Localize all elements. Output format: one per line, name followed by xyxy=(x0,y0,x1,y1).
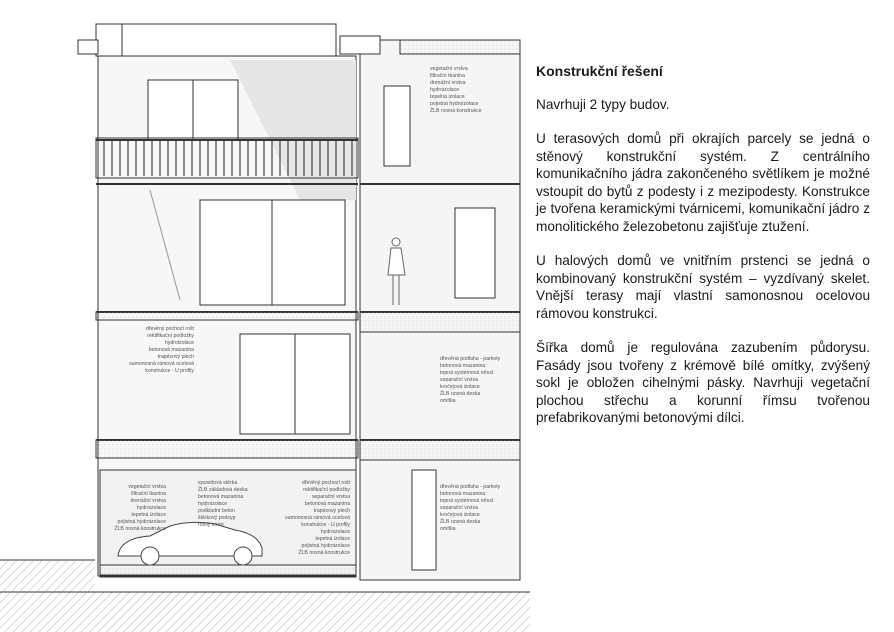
roof-stack-1: filtrační tkanina xyxy=(430,73,465,79)
garage-roof-0: vegetační vrstva xyxy=(128,484,166,490)
garage-terrace-6: konstrukce - U profily xyxy=(301,522,350,528)
paragraph-facades: Šířka domů je regulována zazubením půdorysu. Fasády jsou tvořeny z krémově bílé omítky, zvýšený sokl je obložen cihelnými pásky. Navrhuji vegetační plochou střechu a korunní římsu tvořenou prefabrikovanými betonovými dílci. xyxy=(536,340,870,426)
terrace-stack-2: hydroizolace xyxy=(164,340,194,346)
garage-roof-6: ŽLB nosná konstrukce xyxy=(114,526,166,532)
floor-lower-3: separační vrstva xyxy=(440,505,479,511)
garage-floor-2: betonová mazanina xyxy=(198,494,244,500)
paragraph-intro: Navrhuji 2 typy budov. xyxy=(536,97,670,112)
floor-upper-3: separační vrstva xyxy=(440,377,479,383)
garage-roof-2: drenážní vrstva xyxy=(130,498,166,504)
garage-terrace-8: tepelná izolace xyxy=(315,536,350,542)
garage-terrace-0: dřevěný pochozí rošt xyxy=(301,480,350,486)
garage-terrace-3: betonová mazanina xyxy=(304,501,350,507)
floor-upper-1: betonová mazanina xyxy=(440,363,486,369)
floor-upper-2: topná systémová rohož xyxy=(440,370,494,376)
garage-terrace-4: trapézový plech xyxy=(313,508,350,514)
floor-lower-5: ŽLB nosná deska xyxy=(440,519,481,525)
section-title: Konstrukční řešení xyxy=(536,63,663,79)
roof-stack-2: drenážní vrstva xyxy=(430,80,466,86)
garage-terrace-10: ŽLB nosná konstrukce xyxy=(298,550,350,556)
floor-lower-2: topná systémová rohož xyxy=(440,498,494,504)
garage-floor-4: podkladní beton xyxy=(198,508,235,514)
garage-terrace-5: samonosná rámová ocelová xyxy=(285,515,350,521)
paragraph-terrace-houses: U terasových domů při okrajích parcely se jedná o stěnový konstrukční systém. Z centrálního komunikačního jádra zakončeného světlíkem je možné vstoupit do bytů z podesty i z mezipodesty. Konstrukce je tvořena keramickými tvárnicemi, komunikační jádro z monolitického železobetonu zajišťuje ztužení. xyxy=(536,131,870,235)
roof-stack-0: vegetační vrstva xyxy=(430,66,468,72)
floor-upper-6: omítka xyxy=(440,398,456,404)
garage-roof-4: tepelná izolace xyxy=(131,512,166,518)
text-panel xyxy=(536,62,870,444)
garage-terrace-1: rektifikační podložky xyxy=(303,487,350,493)
terrace-stack-5: samonosná rámová ocelová xyxy=(129,361,194,367)
roof-stack-3: hydroizolace xyxy=(430,87,460,93)
terrace-stack-1: rektifikační podložky xyxy=(147,333,194,339)
garage-floor-5: štěrkový podsyp xyxy=(198,515,236,521)
roof-stack-4: tepelná izolace xyxy=(430,94,465,100)
garage-terrace-7: hydroizolace xyxy=(320,529,350,535)
floor-lower-4: kročejová izolace xyxy=(440,512,480,518)
garage-terrace-2: separační vrstva xyxy=(311,494,350,500)
floor-upper-0: dřevěná podlaha - parkety xyxy=(440,356,501,362)
floor-lower-0: dřevěná podlaha - parkety xyxy=(440,484,501,490)
garage-floor-0: epoxidová stěrka xyxy=(198,480,238,486)
terrace-stack-0: dřevěný pochozí rošt xyxy=(145,326,194,332)
terrace-stack-3: betonová mazanina xyxy=(148,347,194,353)
garage-floor-3: hydroizolace xyxy=(198,501,228,507)
floor-upper-5: ŽLB nosná deska xyxy=(440,391,481,397)
terrace-stack-6: konstrukce - U profily xyxy=(145,368,194,374)
floor-upper-4: kročejová izolace xyxy=(440,384,480,390)
garage-roof-1: filtrační tkanina xyxy=(131,491,166,497)
floor-lower-6: omítka xyxy=(440,526,456,532)
roof-stack-6: ŽLB nosná konstrukce xyxy=(430,108,482,114)
garage-roof-3: hydroizolace xyxy=(136,505,166,511)
garage-roof-5: pojistná hydroizolace xyxy=(117,519,166,525)
garage-terrace-9: pojistná hydroizolace xyxy=(301,543,350,549)
floor-lower-1: betonová mazanina xyxy=(440,491,486,497)
terrace-stack-4: trapézový plech xyxy=(157,354,194,360)
garage-floor-1: ŽLB základová deska xyxy=(198,487,248,493)
paragraph-hall-houses: U halových domů ve vnitřním prstenci se jedná o kombinovaný konstrukční systém – vyzdívaný skelet. Vnější terasy mají vlastní samonosnou ocelovou rámovou konstrukci. xyxy=(536,253,870,321)
garage-floor-6: rostlý terén xyxy=(198,522,224,528)
roof-stack-5: pojistná hydroizolace xyxy=(430,101,479,107)
